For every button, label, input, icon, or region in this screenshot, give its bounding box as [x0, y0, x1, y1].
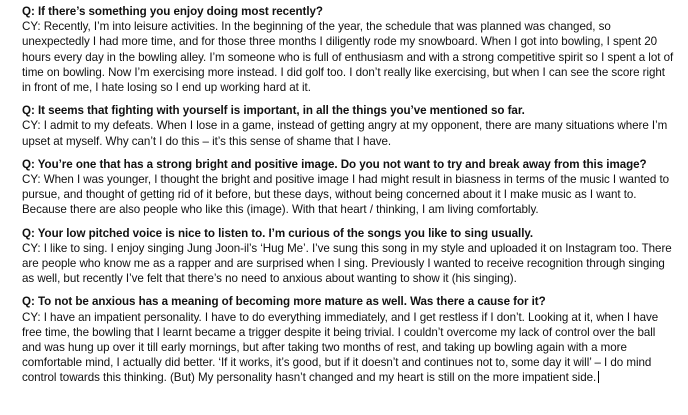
answer-1: CY: Recently, I’m into leisure activities. In the beginning of the year, the schedule that was planned was changed, so unexpectedly I had more time, and for those three months I diligently rode my snowboard. When I got into bowling, I spent 20 hours every day in the bowling alley. I’m someone who is full of enthusiasm and with a strong competitive spirit so I spent a lot of time on bowling. Now I’m exercising more instead. I did golf too. I don’t really like exercising, but when I can see the score right in front of me, I hate losing so I end up working hard at it. [22, 20, 674, 95]
qa-block-3 [22, 157, 676, 218]
question-2: Q: It seems that fighting with yourself is important, in all the things you’ve mentioned so far. [22, 104, 525, 118]
answer-5-text: CY: I have an impatient personality. I have to do everything immediately, and I get restless if I don’t. Looking at it, when I have free time, the bowling that I learnt became a trigger despite it being trivial. I couldn’t overcome my lack of control over the ball and was hung up over it till early mornings, but after taking two months of rest, and taking up bowling again with a more comfortable mind, I actually did better. ‘If it works, it’s good, but if it doesn’t and continues not to, some day it will’ – I do mind control towards this thinking. (But) My personality hasn’t changed and my heart is still on the more impatient side. [22, 310, 659, 385]
question-4: Q: Your low pitched voice is nice to listen to. I’m curious of the songs you like to sing usually. [22, 226, 534, 240]
qa-block-1 [22, 4, 676, 95]
qa-block-5 [22, 294, 676, 385]
text-cursor [598, 371, 599, 383]
qa-block-4 [22, 226, 676, 287]
answer-3: CY: When I was younger, I thought the bright and positive image I had might result in biasness in terms of the music I wanted to pursue, and thought of getting rid of it before, but these days, without being concerned about it I make music as I want to. Because there are also people who like this (image). With that heart / thinking, I am living comfortably. [22, 173, 670, 217]
qa-block-2 [22, 103, 676, 149]
answer-2: CY: I admit to my defeats. When I lose in a game, instead of getting angry at my opponent, there are many situations where I’m upset at myself. Why can’t I do this – it’s this sense of shame that I have. [22, 119, 668, 148]
answer-5[interactable] [22, 310, 676, 386]
question-5: Q: To not be anxious has a meaning of becoming more mature as well. Was there a cause for it? [22, 295, 546, 309]
question-1: Q: If there’s something you enjoy doing most recently? [22, 5, 323, 18]
answer-4: CY: I like to sing. I enjoy singing Jung Joon-il’s ‘Hug Me’. I’ve sung this song in my style and uploaded it on Instagram too. There are people who know me as a rapper and are surprised when I sing. Previously I wanted to receive recognition through singing as well, but recently I’ve felt that there’s no need to anxious about wanting to show it (his singing). [22, 241, 672, 286]
question-3: Q: You’re one that has a strong bright and positive image. Do you not want to try and break away from this image? [22, 157, 647, 171]
